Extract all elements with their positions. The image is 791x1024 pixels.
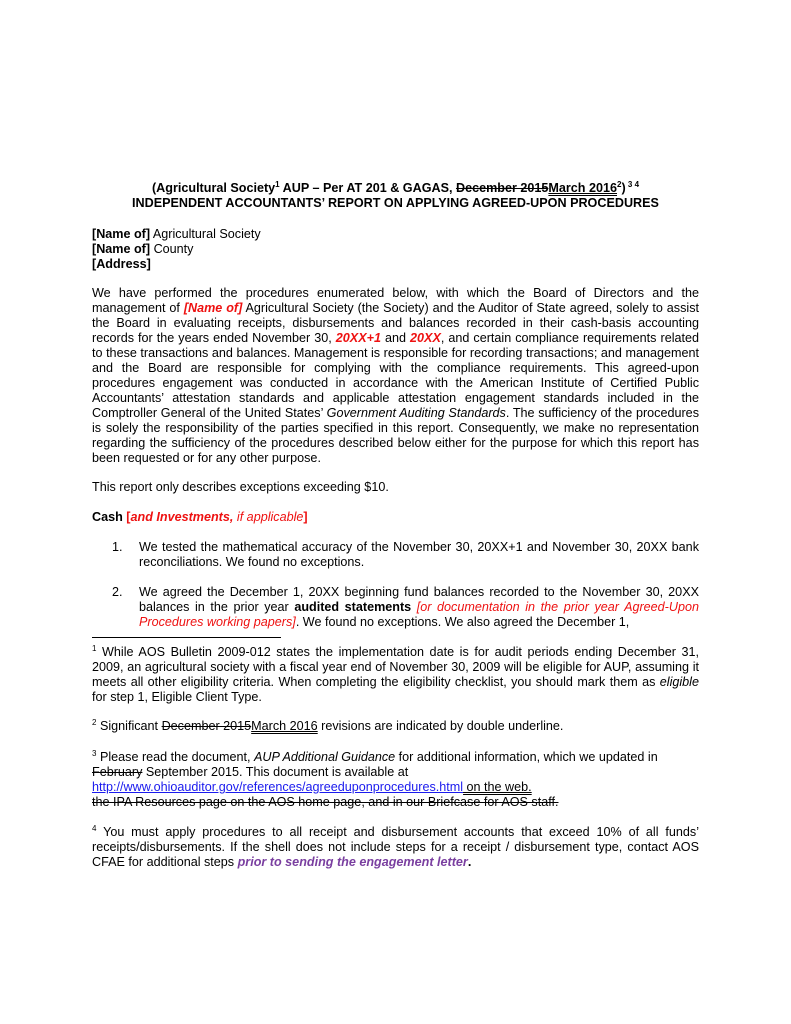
- item-text: [139, 585, 699, 630]
- document-title: AUP Additional Guidance: [253, 750, 396, 764]
- struck-date: December 2015: [161, 719, 252, 733]
- intro-paragraph: [92, 286, 699, 466]
- body-text: and: [380, 331, 411, 345]
- cash-section-heading: [92, 510, 308, 524]
- bold-text: audited statements: [294, 600, 412, 614]
- footnote-text: While AOS Bulletin 2009-012 states the implementation date is for audit periods ending December 31, 2009, an agricultural society with a fiscal year end of November 30, 2009 will be eligible for AUP, assuming it meets all other eligibility criteria. When completing the eligibility checklist, you should mark them as: [92, 645, 699, 689]
- heading-text: Cash: [92, 510, 127, 524]
- footnote-text: Please read the document,: [96, 750, 254, 764]
- footnote-ref: 1: [275, 179, 280, 189]
- emphasis-text: prior to sending the engagement letter: [237, 855, 468, 869]
- revised-date: March 2016: [548, 181, 618, 195]
- footnote-text: on the web.: [463, 780, 532, 794]
- footnote-number: 4: [92, 823, 97, 833]
- address-line: [92, 227, 261, 242]
- footnote-line: [92, 765, 699, 780]
- bracket: ]: [303, 510, 308, 524]
- footnote-ref: 3 4: [625, 179, 640, 189]
- item-text: We tested the mathematical accuracy of the November 30, 20XX+1 and November 30, 20XX bank reconciliations. We found no exceptions.: [139, 540, 699, 569]
- footnote-text: for additional information, which we updated in: [395, 750, 658, 764]
- placeholder-text: [Name of]: [92, 227, 151, 241]
- footnote-ref: 2: [617, 179, 622, 189]
- struck-date: December 2015: [455, 181, 549, 195]
- exceptions-note: This report only describes exceptions exceeding $10.: [92, 480, 389, 494]
- address-text: Agricultural Society: [150, 227, 261, 241]
- struck-text: February: [92, 765, 143, 779]
- bracket: [: [126, 510, 131, 524]
- footnote-text: .: [467, 855, 472, 869]
- procedure-item: [112, 585, 699, 630]
- placeholder-text: [Name of]: [92, 242, 151, 256]
- address-block: [92, 227, 261, 272]
- year-placeholder: 20XX+1: [335, 331, 381, 345]
- address-line: [92, 242, 261, 257]
- address-text: County: [150, 242, 194, 256]
- footnote-text: September 2015. This document is available at: [142, 765, 409, 779]
- footnote-number: 3: [92, 748, 97, 758]
- revised-date: March 2016: [251, 719, 318, 733]
- item-number: 2.: [112, 585, 123, 599]
- footnote-line: [92, 780, 699, 795]
- body-text: . We found no exceptions. We also agreed the December 1,: [295, 615, 630, 629]
- year-placeholder: 20XX: [410, 331, 441, 345]
- title-text: AUP – Per AT 201 & GAGAS,: [279, 181, 456, 195]
- body-text: . The sufficiency of the procedures is solely the responsibility of the parties specified in this report. Consequently, we make no representation regarding the sufficiency of the procedures described below either for the purpose for which this report has been requested or for any other purpose.: [92, 406, 699, 465]
- footnote-2: [92, 719, 699, 734]
- footnote-number: 2: [92, 717, 97, 727]
- body-text: , and certain compliance requirements related to these transactions and balances. Management is responsible for recording transactions; and management and the Board are responsible for complying with the compliance requirements. This agreed-upon procedures engagement was conducted in accordance with the American Institute of Certified Public Accountants’ attestation standards and applicable attestation engagement standards included in the Comptroller General of the United States’: [92, 331, 700, 420]
- title-text: ): [621, 181, 626, 195]
- footnote-text: eligible: [659, 675, 699, 689]
- struck-text: the IPA Resources page on the AOS home page, and in our Briefcase for AOS staff.: [92, 795, 559, 809]
- footnote-number: 1: [92, 643, 97, 653]
- placeholder-text: if applicable: [233, 510, 304, 524]
- placeholder-text: [or documentation in the prior year Agreed-Upon Procedures working papers]: [139, 600, 699, 629]
- footnote-1: [92, 645, 699, 705]
- body-text: We agreed the December 1, 20XX beginning fund balances recorded to the November 30, 20XX balances in the prior year: [139, 585, 699, 614]
- footnote-separator: [92, 637, 281, 638]
- publication-title: Government Auditing Standards: [326, 406, 506, 420]
- address-line: [92, 257, 261, 272]
- body-text: We have performed the procedures enumerated below, with which the Board of Directors and the management of: [92, 286, 699, 315]
- body-text: Agricultural Society (the Society) and the Auditor of State agreed, solely to assist the Board in evaluating receipts, disbursements and balances recorded in their cash-basis accounting records for the years ended November 30,: [92, 301, 699, 345]
- footnote-text: You must apply procedures to all receipt and disbursement accounts that exceed 10% of all funds’ receipts/disbursements. If the shell does not include steps for a receipt / disbursement type, contact AOS CFAE for additional steps: [92, 825, 699, 869]
- aup-guidance-link[interactable]: http://www.ohioauditor.gov/references/agreeduponprocedures.html: [92, 780, 464, 794]
- footnote-line: [92, 750, 699, 765]
- title-text: (Agricultural Society: [151, 181, 276, 195]
- placeholder-text: [Address]: [92, 257, 151, 271]
- report-title-line1: [92, 181, 699, 195]
- placeholder-text: [Name of]: [183, 301, 243, 315]
- footnote-text: revisions are indicated by double underline.: [317, 719, 564, 733]
- footnote-4: [92, 825, 699, 870]
- footnote-text: Significant: [96, 719, 162, 733]
- footnote-text: for step 1, Eligible Client Type.: [92, 690, 262, 704]
- placeholder-text: and Investments,: [130, 510, 234, 524]
- report-title-line2: INDEPENDENT ACCOUNTANTS’ REPORT ON APPLYING AGREED-UPON PROCEDURES: [132, 196, 659, 210]
- item-number: 1.: [112, 540, 123, 554]
- footnote-3: [92, 750, 699, 810]
- procedure-item: [112, 540, 699, 570]
